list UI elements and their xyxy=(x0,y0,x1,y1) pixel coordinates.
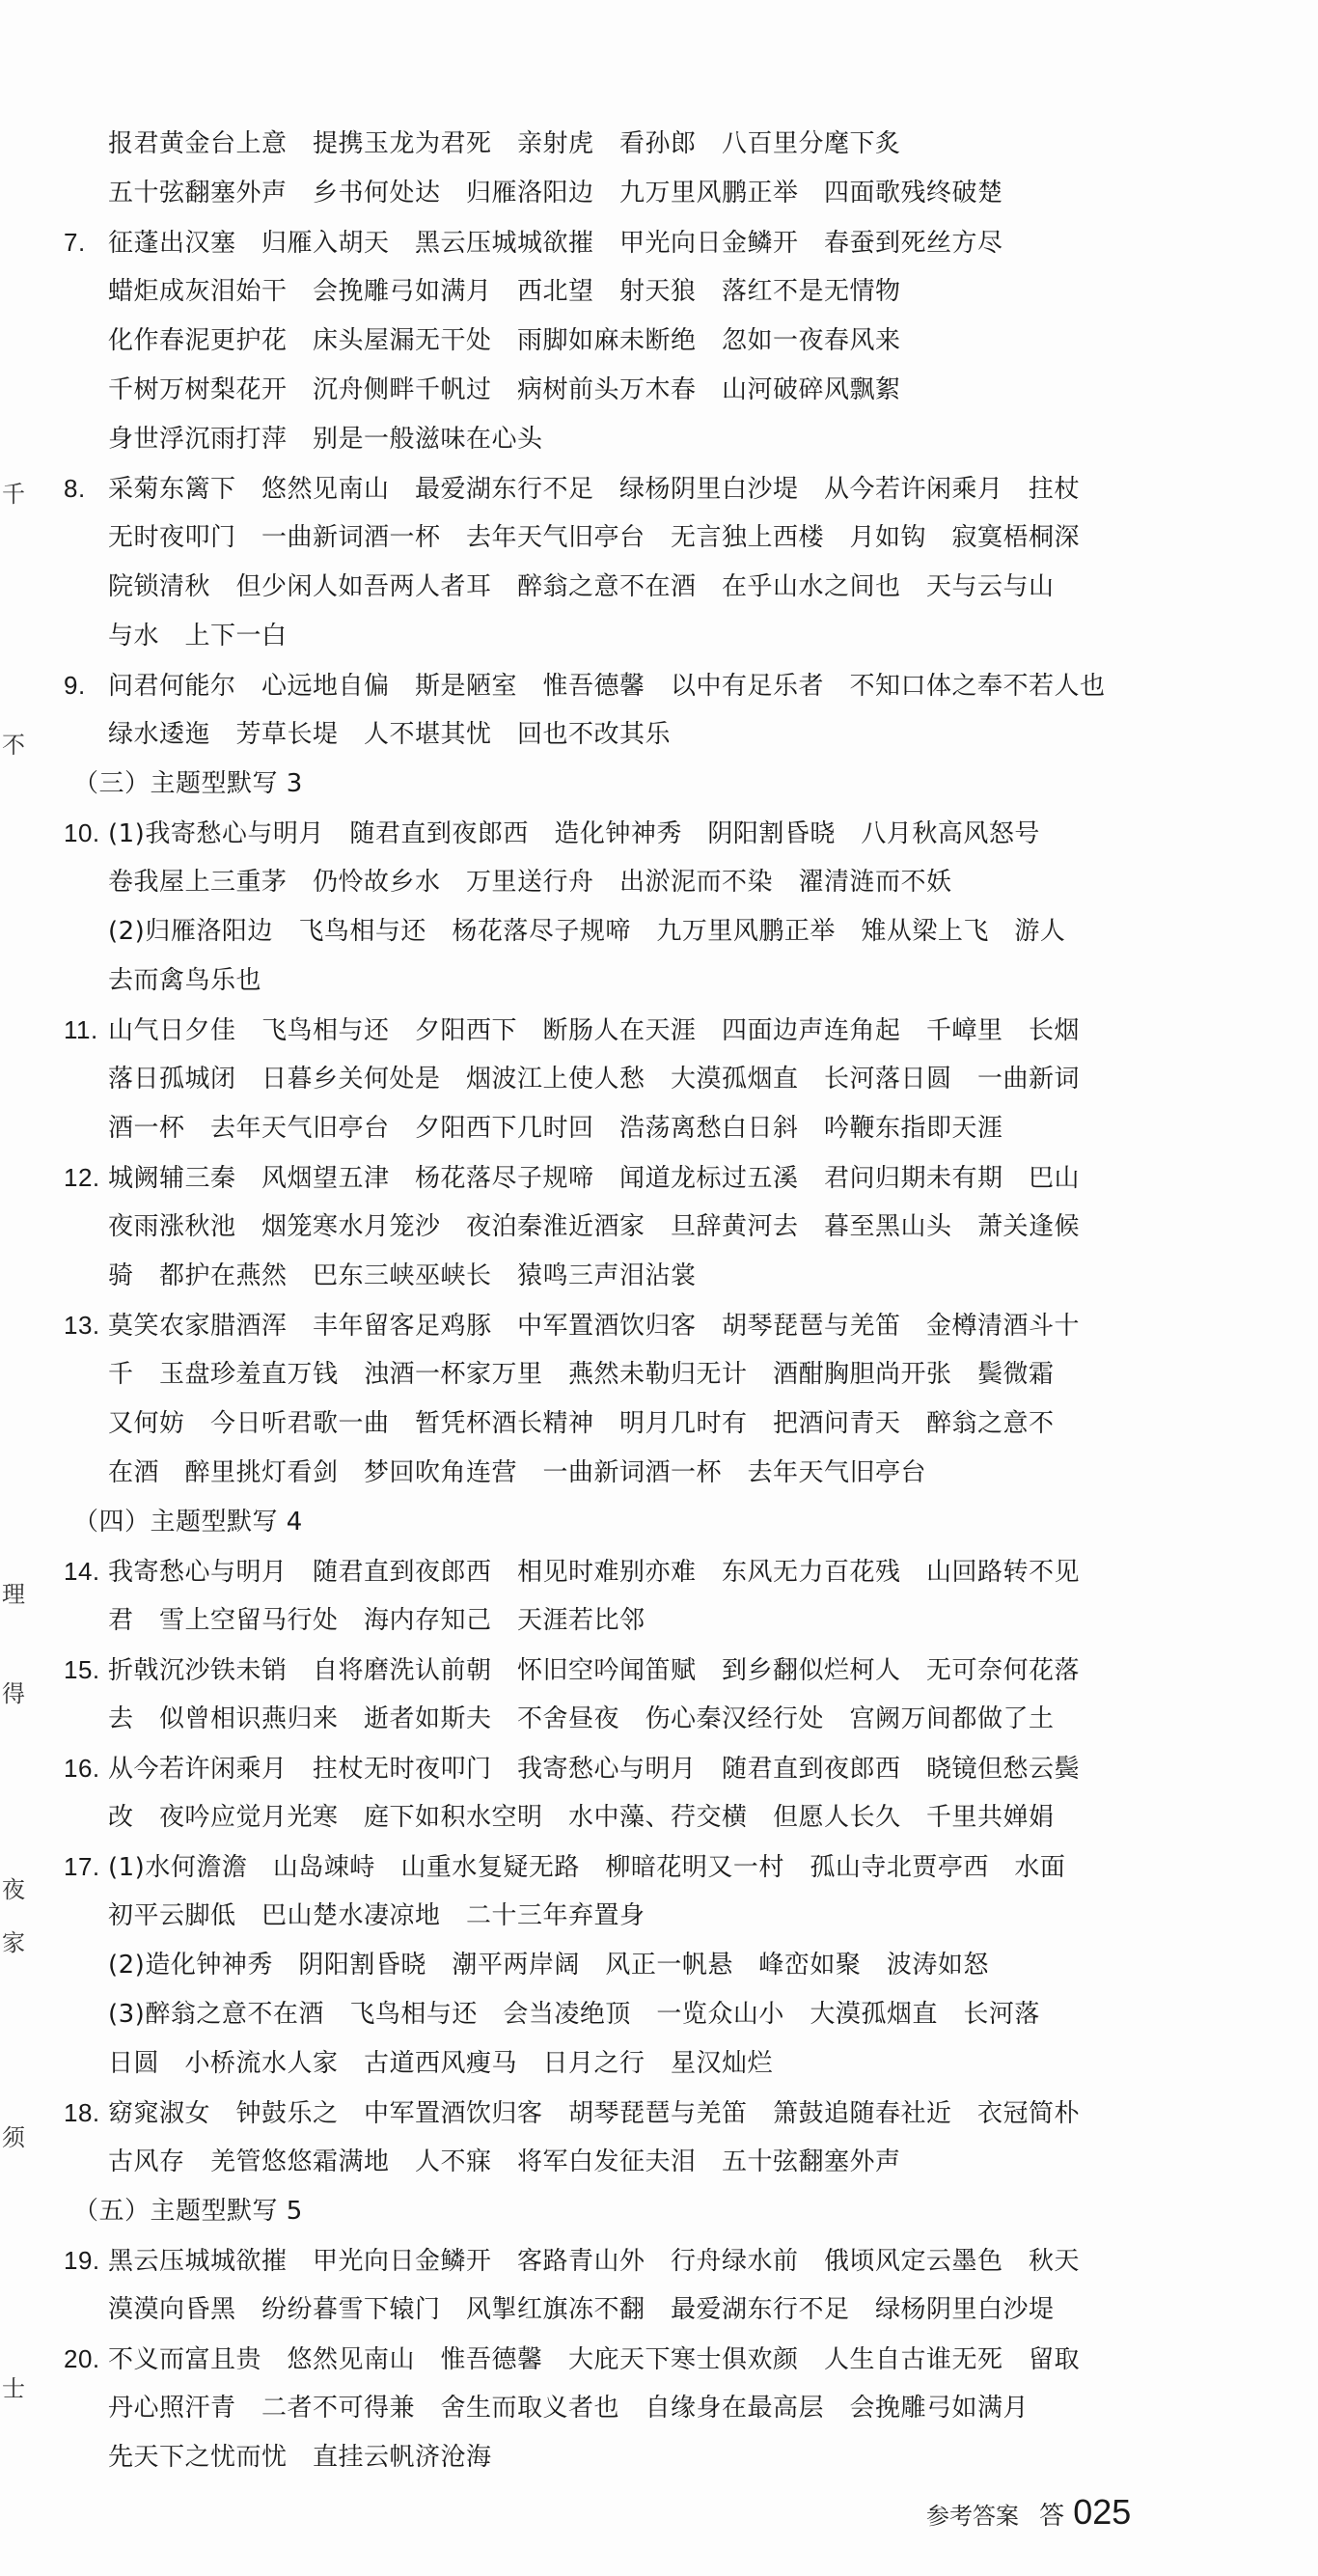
answer-continuation-line xyxy=(64,858,1202,907)
question-number: 10. xyxy=(64,818,100,847)
answer-continuation-line xyxy=(64,366,1202,415)
answer-item-line xyxy=(64,1547,1202,1596)
answer-item-line xyxy=(64,2236,1202,2285)
answer-text: 城阙辅三秦 风烟望五津 杨花落尽子规啼 闻道龙标过五溪 君问归期未有期 巴山 xyxy=(108,1164,1081,1193)
section-heading: （四）主题型默写 4 xyxy=(73,1508,303,1537)
answer-continuation-line xyxy=(64,2384,1202,2433)
answer-text: (3)醉翁之意不在酒 飞鸟相与还 会当凌绝顶 一览众山小 大漠孤烟直 长河落 xyxy=(108,2000,1040,2029)
answer-text: 千 玉盘珍羞直万钱 浊酒一杯家万里 燕然未勒归无计 酒酣胸胆尚开张 鬓微霜 xyxy=(108,1360,1055,1389)
answer-text: 骑 都护在燕然 巴东三峡巫峡长 猿鸣三声泪沾裳 xyxy=(108,1261,697,1290)
answer-text: 与水 上下一白 xyxy=(108,622,288,651)
answer-text: 改 夜吟应觉月光寒 庭下如积水空明 水中藻、荇交横 但愿人长久 千里共婵娟 xyxy=(108,1803,1055,1832)
answer-item-line xyxy=(64,464,1202,513)
margin-char: 得 xyxy=(2,1680,25,1707)
answer-item-line xyxy=(64,218,1202,267)
answer-continuation-line xyxy=(64,317,1202,366)
answer-text: 千树万树梨花开 沉舟侧畔千帆过 病树前头万木春 山河破碎风飘絮 xyxy=(108,375,901,404)
question-number: 18. xyxy=(64,2098,100,2127)
answer-continuation-line xyxy=(64,1793,1202,1842)
answer-continuation-line xyxy=(64,2285,1202,2335)
answer-text: 蜡炬成灰泪始干 会挽雕弓如满月 西北望 射天狼 落红不是无情物 xyxy=(108,277,901,306)
answer-continuation-line xyxy=(64,1055,1202,1104)
answer-text: 落日孤城闭 日暮乡关何处是 烟波江上使人愁 大漠孤烟直 长河落日圆 一曲新词 xyxy=(108,1065,1081,1094)
footer-answer-char: 答 xyxy=(1039,2502,1065,2531)
answer-item-line xyxy=(64,809,1202,858)
answer-continuation-line xyxy=(64,2433,1202,2482)
answer-continuation-line xyxy=(64,2039,1202,2089)
answer-text: 漠漠向昏黑 纷纷暮雪下辕门 风掣红旗冻不翻 最爱湖东行不足 绿杨阴里白沙堤 xyxy=(108,2295,1055,2324)
answer-continuation-line xyxy=(64,120,1202,169)
answer-text: 折戟沉沙铁未销 自将磨洗认前朝 怀旧空吟闻笛赋 到乡翻似烂柯人 无可奈何花落 xyxy=(108,1656,1081,1685)
answer-text: 君 雪上空留马行处 海内存知己 天涯若比邻 xyxy=(108,1606,645,1635)
question-number: 13. xyxy=(64,1311,100,1340)
answer-text: 无时夜叩门 一曲新词酒一杯 去年天气旧亭台 无言独上西楼 月如钩 寂寞梧桐深 xyxy=(108,523,1081,552)
answer-text: 山气日夕佳 飞鸟相与还 夕阳西下 断肠人在天涯 四面边声连角起 千嶂里 长烟 xyxy=(108,1016,1081,1045)
answer-text: (1)水何澹澹 山岛竦峙 山重水复疑无路 柳暗花明又一村 孤山寺北贾亭西 水面 xyxy=(108,1853,1066,1882)
answer-continuation-line xyxy=(64,1695,1202,1744)
question-number: 9. xyxy=(64,671,86,700)
answer-continuation-line xyxy=(64,513,1202,563)
answer-text: 问君何能尔 心远地自偏 斯是陋室 惟吾德馨 以中有足乐者 不知口体之奉不若人也 xyxy=(108,672,1106,701)
answer-item-line xyxy=(64,1744,1202,1793)
answer-continuation-line xyxy=(64,612,1202,661)
answer-item-line xyxy=(64,661,1202,710)
answer-text: 采菊东篱下 悠然见南山 最爱湖东行不足 绿杨阴里白沙堤 从今若许闲乘月 拄杖 xyxy=(108,475,1081,504)
answer-text: 身世浮沉雨打萍 别是一般滋味在心头 xyxy=(108,425,543,454)
answer-content xyxy=(64,120,1202,2482)
margin-char: 须 xyxy=(2,2124,25,2151)
answer-text: 黑云压城城欲摧 甲光向日金鳞开 客路青山外 行舟绿水前 俄顷风定云墨色 秋天 xyxy=(108,2247,1081,2276)
section-heading: （三）主题型默写 3 xyxy=(73,769,303,798)
question-number: 20. xyxy=(64,2344,100,2373)
answer-continuation-line xyxy=(64,1449,1202,1498)
answer-continuation-line xyxy=(64,169,1202,218)
answer-text: 征蓬出汉塞 归雁入胡天 黑云压城城欲摧 甲光向日金鳞开 春蚕到死丝方尽 xyxy=(108,229,1003,258)
answer-text: 初平云脚低 巴山楚水凄凉地 二十三年弃置身 xyxy=(108,1901,645,1930)
answer-continuation-line xyxy=(64,1104,1202,1153)
answer-item-line xyxy=(64,1646,1202,1695)
answer-text: (1)我寄愁心与明月 随君直到夜郎西 造化钟神秀 阴阳割昏晓 八月秋高风怒号 xyxy=(108,819,1040,848)
answer-continuation-line xyxy=(64,1203,1202,1252)
answer-continuation-line xyxy=(64,2138,1202,2187)
answer-text: 从今若许闲乘月 拄杖无时夜叩门 我寄愁心与明月 随君直到夜郎西 晓镜但愁云鬓 xyxy=(108,1755,1081,1784)
answer-text: 化作春泥更护花 床头屋漏无干处 雨脚如麻未断绝 忽如一夜春风来 xyxy=(108,326,901,355)
answer-text: 不义而富且贵 悠然见南山 惟吾德馨 大庇天下寒士俱欢颜 人生自古谁无死 留取 xyxy=(108,2345,1081,2374)
answer-text: 日圆 小桥流水人家 古道西风瘦马 日月之行 星汉灿烂 xyxy=(108,2049,774,2078)
answer-item-line xyxy=(64,2089,1202,2138)
margin-char: 不 xyxy=(2,732,25,759)
answer-continuation-line xyxy=(64,267,1202,317)
answer-text: 酒一杯 去年天气旧亭台 夕阳西下几时回 浩荡离愁白日斜 吟鞭东指即天涯 xyxy=(108,1114,1003,1143)
page-footer xyxy=(926,2492,1196,2540)
answer-text: (2)造化钟神秀 阴阳割昏晓 潮平两岸阔 风正一帆悬 峰峦如聚 波涛如怒 xyxy=(108,1951,989,1980)
answer-text: 窈窕淑女 钟鼓乐之 中军置酒饮归客 胡琴琵琶与羌笛 箫鼓追随春社近 衣冠简朴 xyxy=(108,2099,1081,2128)
answer-continuation-line xyxy=(64,1399,1202,1449)
question-number: 16. xyxy=(64,1754,100,1783)
margin-char: 家 xyxy=(2,1929,25,1956)
footer-label: 参考答案 xyxy=(926,2503,1019,2530)
answer-item-line xyxy=(64,1301,1202,1350)
answer-continuation-line xyxy=(64,1892,1202,1941)
answer-text: 卷我屋上三重茅 仍怜故乡水 万里送行舟 出淤泥而不染 濯清涟而不妖 xyxy=(108,868,952,897)
page-number: 025 xyxy=(1073,2492,1132,2532)
question-number: 19. xyxy=(64,2246,100,2275)
margin-char: 理 xyxy=(2,1581,25,1608)
answer-continuation-line xyxy=(64,1990,1202,2039)
answer-continuation-line xyxy=(64,1941,1202,1990)
margin-char: 士 xyxy=(2,2375,25,2402)
answer-item-line xyxy=(64,1006,1202,1055)
answer-continuation-line xyxy=(64,563,1202,612)
question-number: 17. xyxy=(64,1852,100,1881)
answer-text: 夜雨涨秋池 烟笼寒水月笼沙 夜泊秦淮近酒家 旦辞黄河去 暮至黑山头 萧关逢候 xyxy=(108,1212,1081,1241)
question-number: 14. xyxy=(64,1557,100,1586)
question-number: 15. xyxy=(64,1655,100,1684)
answer-text: 丹心照汗青 二者不可得兼 舍生而取义者也 自缘身在最高层 会挽雕弓如满月 xyxy=(108,2394,1030,2423)
answer-text: 在酒 醉里挑灯看剑 梦回吹角连营 一曲新词酒一杯 去年天气旧亭台 xyxy=(108,1458,927,1487)
answer-text: 去 似曾相识燕归来 逝者如斯夫 不舍昼夜 伤心秦汉经行处 宫阙万间都做了土 xyxy=(108,1704,1055,1733)
answer-continuation-line xyxy=(64,1252,1202,1301)
answer-item-line xyxy=(64,1842,1202,1892)
question-number: 11. xyxy=(64,1015,98,1044)
margin-char: 千 xyxy=(2,481,25,508)
answer-text: 先天下之忧而忧 直挂云帆济沧海 xyxy=(108,2443,492,2472)
answer-continuation-line xyxy=(64,415,1202,464)
answer-text: 去而禽鸟乐也 xyxy=(108,966,262,995)
answer-text: 报君黄金台上意 提携玉龙为君死 亲射虎 看孙郎 八百里分麾下炙 xyxy=(108,129,901,158)
answer-text: 五十弦翻塞外声 乡书何处达 归雁洛阳边 九万里风鹏正举 四面歌残终破楚 xyxy=(108,179,1003,208)
answer-continuation-line xyxy=(64,907,1202,956)
question-number: 8. xyxy=(64,474,86,503)
answer-continuation-line xyxy=(64,956,1202,1006)
answer-continuation-line xyxy=(64,1596,1202,1646)
answer-text: 院锁清秋 但少闲人如吾两人者耳 醉翁之意不在酒 在乎山水之间也 天与云与山 xyxy=(108,572,1055,601)
answer-item-line xyxy=(64,2335,1202,2384)
answer-continuation-line xyxy=(64,710,1202,760)
margin-char: 夜 xyxy=(2,1876,25,1903)
answer-text: (2)归雁洛阳边 飞鸟相与还 杨花落尽子规啼 九万里风鹏正举 雉从梁上飞 游人 xyxy=(108,917,1066,946)
left-margin-cutoff-text xyxy=(0,0,39,2576)
answer-text: 绿水逶迤 芳草长堤 人不堪其忧 回也不改其乐 xyxy=(108,720,672,749)
question-number: 12. xyxy=(64,1163,100,1192)
answer-item-line xyxy=(64,1153,1202,1203)
answer-text: 我寄愁心与明月 随君直到夜郎西 相见时难别亦难 东风无力百花残 山回路转不见 xyxy=(108,1558,1081,1587)
answer-continuation-line xyxy=(64,1350,1202,1399)
answer-text: 莫笑农家腊酒浑 丰年留客足鸡豚 中军置酒饮归客 胡琴琵琶与羌笛 金樽清酒斗十 xyxy=(108,1312,1081,1341)
answer-text: 又何妨 今日听君歌一曲 暂凭杯酒长精神 明月几时有 把酒问青天 醉翁之意不 xyxy=(108,1409,1055,1438)
question-number: 7. xyxy=(64,228,86,257)
answer-text: 古风存 羌管悠悠霜满地 人不寐 将军白发征夫泪 五十弦翻塞外声 xyxy=(108,2147,901,2176)
section-heading: （五）主题型默写 5 xyxy=(73,2197,303,2226)
